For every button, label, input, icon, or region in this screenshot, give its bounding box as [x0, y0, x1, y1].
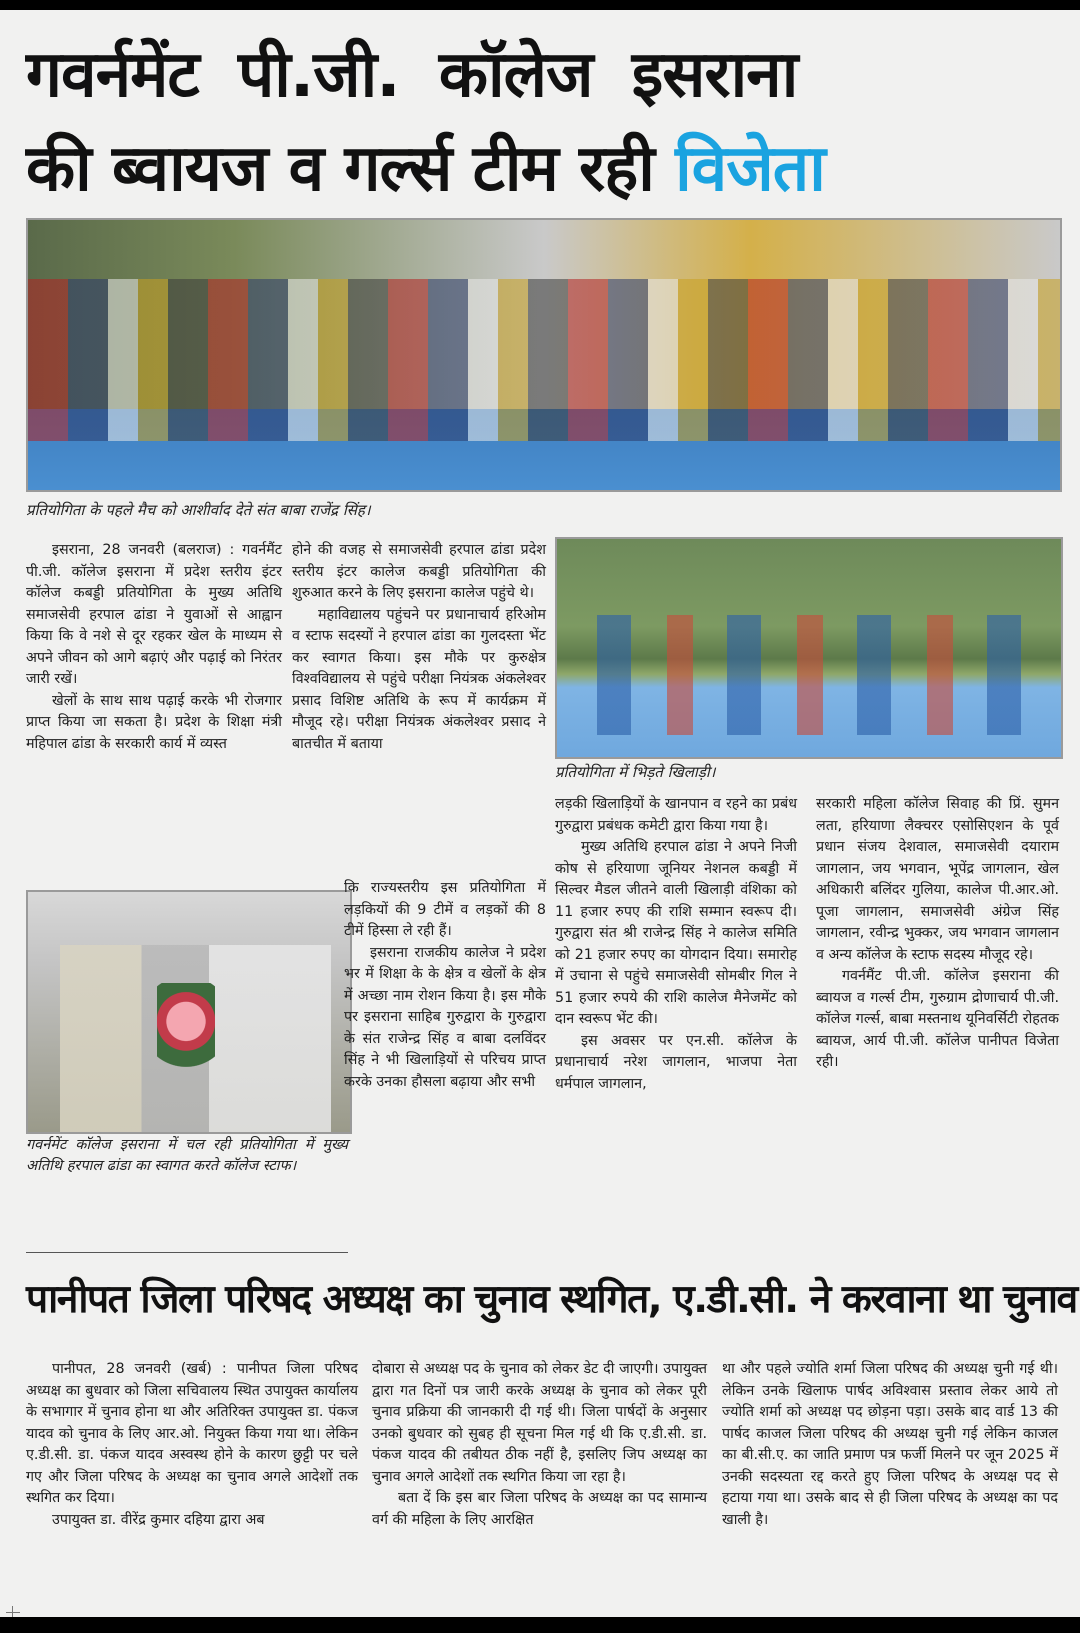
- paragraph: इसराना राजकीय कालेज ने प्रदेश भर में शिक्षा के के क्षेत्र व खेलों के क्षेत्र में अच्छा नाम रोशन किया है। इस मौके पर इसराना साहिब गुरुद्वारा के गुरुद्वारा के संत राजेन्द्र सिंह व बाबा दलविंदर सिंह ने भी खिलाड़ियों से परिचय प्राप्त करके उनका हौसला बढ़ाया और सभी: [344, 944, 546, 1090]
- paragraph: होने की वजह से समाजसेवी हरपाल ढांडा प्रदेश स्तरीय इंटर कालेज कबड्डी प्रतियोगिता की शुरुआत करने के लिए इसराना कालेज पहुंचे थे।: [292, 542, 546, 601]
- paragraph: बता दें कि इस बार जिला परिषद के अध्यक्ष का पद सामान्य वर्ग की महिला के लिए आरक्षित: [372, 1490, 707, 1528]
- article1-headline-line1: गवर्नमेंट पी.जी. कॉलेज इसराना: [26, 38, 798, 112]
- article2-headline: पानीपत जिला परिषद अध्यक्ष का चुनाव स्थगित, ए.डी.सी. ने करवाना था चुनाव: [26, 1277, 1077, 1322]
- paragraph: खेलों के साथ साथ पढ़ाई करके भी रोजगार प्राप्त किया जा सकता है। प्रदेश के शिक्षा मंत्री महिपाल ढांडा के सरकारी कार्य में व्यस्त: [26, 692, 282, 752]
- article1-headline-line2: [26, 128, 1056, 210]
- article2-column-3: [722, 1359, 1058, 1531]
- paragraph: उपायुक्त डा. वीरेंद्र कुमार दहिया द्वारा अब: [52, 1511, 265, 1528]
- crop-mark-icon: [6, 1606, 20, 1617]
- welcome-guest-photo: [26, 890, 352, 1134]
- paragraph: मुख्य अतिथि हरपाल ढांडा ने अपने निजी कोष से हरियाणा जूनियर नेशनल कबड्डी में सिल्वर मैडल जीतने वाली खिलाड़ी वंशिका को 11 हजार रुपए की राशि सम्मान स्वरूप दी।गुरुद्वारा संत श्री राजेन्द्र सिंह ने कालेज समिति को 21 हजार रुपए का योगदान दिया। समारोह में उचाना से पहुंचे समाजसेवी सोमबीर गिल ने 51 हजार रुपये की राशि कालेज मैनेजमेंट को दान स्वरूप भेंट की।: [555, 839, 797, 1027]
- paragraph: था और पहले ज्योति शर्मा जिला परिषद की अध्यक्ष चुनी गई थी। लेकिन उनके खिलाफ पार्षद अविश्वास प्रस्ताव लेकर आये तो ज्योति शर्मा को अध्यक्ष पद छोड़ना पड़ा। उसके बाद वार्ड 13 की पार्षद काजल जिला परिषद की अध्यक्ष चुनी गई लेकिन काजल का बी.सी.ए. का जाति प्रमाण पत्र फर्जी मिलने पर जून 2025 में उनकी सदस्यता रद्द करते हुए जिला परिषद के अध्यक्ष पद से हटाया गया था। उसके बाद से ही जिला परिषद के अध्यक्ष का पद खाली है।: [722, 1361, 1058, 1528]
- divider: [26, 1252, 348, 1253]
- team-photo-caption: प्रतियोगिता के पहले मैच को आशीर्वाद देते संत बाबा राजेंद्र सिंह।: [26, 501, 371, 519]
- paragraph: लड़की खिलाड़ियों के खानपान व रहने का प्रबंध गुरुद्वारा प्रबंधक कमेटी द्वारा किया गया है।: [555, 796, 797, 834]
- welcome-photo-caption: गवर्नमेंट कॉलेज इसराना में चल रही प्रतियोगिता में मुख्य अतिथि हरपाल ढांडा का स्वागत करते कॉलेज स्टाफ।: [26, 1137, 348, 1174]
- kabaddi-photo-caption: प्रतियोगिता में भिड़ते खिलाड़ी।: [555, 763, 716, 781]
- article1-column-1: [26, 540, 282, 755]
- paragraph: पानीपत, 28 जनवरी (खर्ब) : पानीपत जिला परिषद अध्यक्ष का बुधवार को जिला सचिवालय स्थित उपायुक्त कार्यालय के सभागार में चुनाव होना था और अतिरिक्त उपायुक्त डा. पंकज यादव को चुनाव के लिए आर.ओ. नियुक्त किया गया था। लेकिन ए.डी.सी. डा. पंकज यादव अस्वस्थ होने के कारण छुट्टी पर चले गए और जिला परिषद के अध्यक्ष का चुनाव अगले आदेशों तक स्थगित कर दिया।: [26, 1361, 358, 1506]
- article2-column-1: [26, 1359, 358, 1531]
- paragraph: गवर्नमैंट पी.जी. कॉलेज इसराना की ब्वायज व गर्ल्स टीम, गुरुग्राम द्रोणाचार्य पी.जी. कॉलेज गर्ल्स, बाबा मस्तनाथ यूनिवर्सिटी रोहतक ब्वायज, आर्य पी.जी. कॉलेज पानीपत विजेता रही।: [816, 968, 1059, 1070]
- article1-column-4: [816, 794, 1059, 1074]
- paragraph: सरकारी महिला कॉलेज सिवाह की प्रिं. सुमन लता, हरियाणा लैक्चरर एसोसिएशन के पूर्व प्रधान संजय देशवाल, समाजसेवी दयाराम जागलान, जय भगवान, भूपेंद्र जागलान, खेल अधिकारी बलिंदर गुलिया, कालेज पी.आर.ओ. पूजा जागलान, समाजसेवी अंग्रेज सिंह जागलान, रवीन्द्र भुक्कर, जय भगवान जागलान व अन्य कॉलेज के स्टाफ सदस्य मौजूद रहे।: [816, 796, 1059, 963]
- article1-column-2: [292, 540, 546, 755]
- article1-column-3: [555, 794, 797, 1095]
- team-group-photo: [26, 218, 1062, 492]
- newspaper-page: [0, 10, 1080, 1617]
- paragraph: इसराना, 28 जनवरी (बलराज) : गवर्नमैंट पी.जी. कॉलेज इसराना में प्रदेश स्तरीय इंटर कॉलेज कबड्डी प्रतियोगिता के मुख्य अतिथि समाजसेवी हरपाल ढांडा ने युवाओं से आह्वान किया कि वे नशे से दूर रहकर खेल के माध्यम से अपने जीवन को आगे बढ़ाएं और पढ़ाई को निरंतर जारी रखें।: [26, 542, 282, 687]
- bouquet-graphic: [157, 983, 215, 1079]
- paragraph: महाविद्यालय पहुंचने पर प्रधानाचार्य हरिओम व स्टाफ सदस्यों ने हरपाल ढांडा का गुलदस्ता भेंट कर स्वागत किया। इस मौके पर कुरुक्षेत्र विश्वविद्यालय से पहुंचे परीक्षा नियंत्रक अंकलेश्वर प्रसाद विशिष्ट अतिथि के रूप में कार्यक्रम में मौजूद रहे। परीक्षा नियंत्रक अंकलेश्वर प्रसाद ने बातचीत में बताया: [292, 606, 546, 752]
- photo-players: [597, 615, 1020, 735]
- paragraph: दोबारा से अध्यक्ष पद के चुनाव को लेकर डेट दी जाएगी। उपायुक्त द्वारा गत दिनों पत्र जारी करके अध्यक्ष के चुनाव को लेकर पूरी चुनाव प्रक्रिया की जानकारी दी गई थी। जिला पार्षदों के अनुसार उनको बुधवार को सुबह ही सूचना मिल गई थी कि ए.डी.सी. डा. पंकज यादव की तबीयत ठीक नहीं है, इसलिए जिप अध्यक्ष का चुनाव अगले आदेशों तक स्थगित किया जा रहा है।: [372, 1361, 707, 1485]
- kabaddi-match-photo: [555, 537, 1063, 759]
- paragraph: इस अवसर पर एन.सी. कॉलेज के प्रधानाचार्य नरेश जागलान, भाजपा नेता धर्मपाल जागलान,: [555, 1032, 797, 1092]
- photo-crowd: [28, 279, 1060, 441]
- headline-accent-text: विजेता: [675, 132, 825, 206]
- article1-column-2-continued: [344, 878, 546, 1093]
- paragraph: कि राज्यस्तरीय इस प्रतियोगिता में लड़कियों की 9 टीमें व लड़कों की 8 टीमें हिस्सा ले रही हैं।: [344, 880, 546, 939]
- article2-column-2: [372, 1359, 707, 1531]
- headline-main-text: की ब्वायज व गर्ल्स टीम रही: [26, 132, 676, 206]
